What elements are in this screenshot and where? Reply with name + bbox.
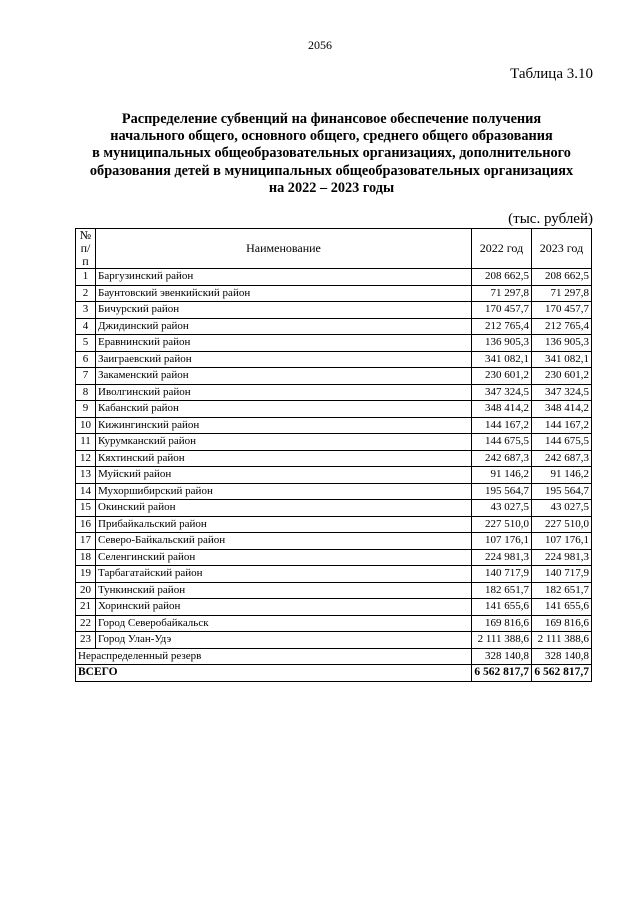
table-row	[76, 516, 592, 533]
table-row	[76, 285, 592, 302]
total-value-2023: 6 562 817,7	[532, 665, 592, 682]
row-value-2022: 224 981,3	[472, 549, 532, 566]
row-name: Селенгинский район	[96, 549, 472, 566]
header-2022: 2022 год	[472, 229, 532, 269]
row-number: 13	[76, 467, 96, 484]
table-row	[76, 335, 592, 352]
row-value-2022: 195 564,7	[472, 483, 532, 500]
table-row	[76, 533, 592, 550]
row-value-2023: 2 111 388,6	[532, 632, 592, 649]
row-name: Северо-Байкальский район	[96, 533, 472, 550]
page-number: 2056	[308, 38, 332, 52]
row-value-2023: 141 655,6	[532, 599, 592, 616]
row-number: 4	[76, 318, 96, 335]
row-value-2023: 144 167,2	[532, 417, 592, 434]
row-number: 10	[76, 417, 96, 434]
row-number: 6	[76, 351, 96, 368]
row-name: Заиграевский район	[96, 351, 472, 368]
row-number: 17	[76, 533, 96, 550]
reserve-value-2022: 328 140,8	[472, 648, 532, 665]
row-value-2023: 107 176,1	[532, 533, 592, 550]
row-value-2022: 144 167,2	[472, 417, 532, 434]
row-value-2022: 43 027,5	[472, 500, 532, 517]
row-value-2023: 140 717,9	[532, 566, 592, 583]
table-row	[76, 384, 592, 401]
row-name: Бичурский район	[96, 302, 472, 319]
row-name: Иволгинский район	[96, 384, 472, 401]
row-value-2023: 136 905,3	[532, 335, 592, 352]
table-row	[76, 368, 592, 385]
row-value-2022: 91 146,2	[472, 467, 532, 484]
table-row	[76, 632, 592, 649]
row-number: 22	[76, 615, 96, 632]
row-name: Баунтовский эвенкийский район	[96, 285, 472, 302]
table-row	[76, 467, 592, 484]
row-name: Город Северобайкальск	[96, 615, 472, 632]
row-name: Джидинский район	[96, 318, 472, 335]
header-2023: 2023 год	[532, 229, 592, 269]
row-name: Еравнинский район	[96, 335, 472, 352]
row-value-2022: 212 765,4	[472, 318, 532, 335]
row-name: Город Улан-Удэ	[96, 632, 472, 649]
table-row	[76, 599, 592, 616]
row-value-2023: 224 981,3	[532, 549, 592, 566]
row-value-2022: 208 662,5	[472, 269, 532, 286]
row-name: Баргузинский район	[96, 269, 472, 286]
total-name: ВСЕГО	[76, 665, 472, 682]
row-number: 8	[76, 384, 96, 401]
row-value-2022: 242 687,3	[472, 450, 532, 467]
header-name: Наименование	[96, 229, 472, 269]
row-number: 23	[76, 632, 96, 649]
row-number: 19	[76, 566, 96, 583]
title-line: в муниципальных общеобразовательных организациях, дополнительного	[92, 145, 571, 162]
title-line: на 2022 – 2023 годы	[268, 179, 395, 196]
row-name: Окинский район	[96, 500, 472, 517]
reserve-name: Нераспределенный резерв	[76, 648, 472, 665]
row-value-2023: 230 601,2	[532, 368, 592, 385]
row-value-2022: 347 324,5	[472, 384, 532, 401]
row-value-2023: 71 297,8	[532, 285, 592, 302]
table-row	[76, 566, 592, 583]
units-label: (тыс. рублей)	[508, 211, 593, 227]
table-label: Таблица 3.10	[510, 66, 593, 82]
row-name: Прибайкальский район	[96, 516, 472, 533]
row-value-2023: 341 082,1	[532, 351, 592, 368]
row-number: 5	[76, 335, 96, 352]
row-number: 16	[76, 516, 96, 533]
row-number: 3	[76, 302, 96, 319]
row-value-2022: 348 414,2	[472, 401, 532, 418]
row-value-2023: 182 651,7	[532, 582, 592, 599]
table-row	[76, 483, 592, 500]
total-value-2022: 6 562 817,7	[472, 665, 532, 682]
table-row	[76, 434, 592, 451]
row-name: Тункинский район	[96, 582, 472, 599]
row-value-2022: 2 111 388,6	[472, 632, 532, 649]
row-value-2023: 144 675,5	[532, 434, 592, 451]
document-title	[70, 111, 593, 197]
row-name: Муйский район	[96, 467, 472, 484]
row-value-2023: 195 564,7	[532, 483, 592, 500]
table-row	[76, 302, 592, 319]
total-row	[76, 665, 592, 682]
row-value-2023: 227 510,0	[532, 516, 592, 533]
row-number: 1	[76, 269, 96, 286]
row-number: 11	[76, 434, 96, 451]
row-name: Кижингинский район	[96, 417, 472, 434]
row-value-2022: 227 510,0	[472, 516, 532, 533]
row-value-2023: 43 027,5	[532, 500, 592, 517]
row-value-2023: 212 765,4	[532, 318, 592, 335]
row-number: 12	[76, 450, 96, 467]
row-value-2023: 170 457,7	[532, 302, 592, 319]
row-name: Тарбагатайский район	[96, 566, 472, 583]
row-name: Закаменский район	[96, 368, 472, 385]
row-value-2022: 107 176,1	[472, 533, 532, 550]
row-value-2023: 208 662,5	[532, 269, 592, 286]
row-name: Курумканский район	[96, 434, 472, 451]
row-number: 14	[76, 483, 96, 500]
row-value-2022: 170 457,7	[472, 302, 532, 319]
subvention-table	[75, 228, 592, 682]
row-number: 9	[76, 401, 96, 418]
row-value-2023: 242 687,3	[532, 450, 592, 467]
row-name: Кабанский район	[96, 401, 472, 418]
row-value-2023: 348 414,2	[532, 401, 592, 418]
row-number: 2	[76, 285, 96, 302]
table-row	[76, 318, 592, 335]
table-row	[76, 269, 592, 286]
table-row	[76, 417, 592, 434]
title-line: образования детей в муниципальных общеобразовательных организациях	[89, 162, 574, 179]
row-value-2023: 169 816,6	[532, 615, 592, 632]
row-value-2022: 341 082,1	[472, 351, 532, 368]
table-row	[76, 582, 592, 599]
header-num: № п/п	[76, 229, 96, 269]
row-number: 20	[76, 582, 96, 599]
row-number: 18	[76, 549, 96, 566]
row-name: Хоринский район	[96, 599, 472, 616]
table-row	[76, 450, 592, 467]
table-body	[76, 269, 592, 682]
row-value-2022: 136 905,3	[472, 335, 532, 352]
row-number: 7	[76, 368, 96, 385]
table-row	[76, 401, 592, 418]
row-value-2023: 347 324,5	[532, 384, 592, 401]
table-row	[76, 615, 592, 632]
row-value-2022: 182 651,7	[472, 582, 532, 599]
row-value-2022: 169 816,6	[472, 615, 532, 632]
row-value-2022: 140 717,9	[472, 566, 532, 583]
reserve-value-2023: 328 140,8	[532, 648, 592, 665]
title-line: Распределение субвенций на финансовое обеспечение получения	[121, 111, 542, 127]
row-value-2022: 141 655,6	[472, 599, 532, 616]
row-value-2023: 91 146,2	[532, 467, 592, 484]
title-line: начального общего, основного общего, среднего общего образования	[110, 128, 553, 145]
row-number: 15	[76, 500, 96, 517]
row-number: 21	[76, 599, 96, 616]
row-value-2022: 71 297,8	[472, 285, 532, 302]
table-row	[76, 549, 592, 566]
row-name: Кяхтинский район	[96, 450, 472, 467]
table-row	[76, 351, 592, 368]
table-row	[76, 500, 592, 517]
reserve-row	[76, 648, 592, 665]
row-value-2022: 230 601,2	[472, 368, 532, 385]
row-name: Мухоршибирский район	[96, 483, 472, 500]
table-header-row	[76, 229, 592, 269]
row-value-2022: 144 675,5	[472, 434, 532, 451]
